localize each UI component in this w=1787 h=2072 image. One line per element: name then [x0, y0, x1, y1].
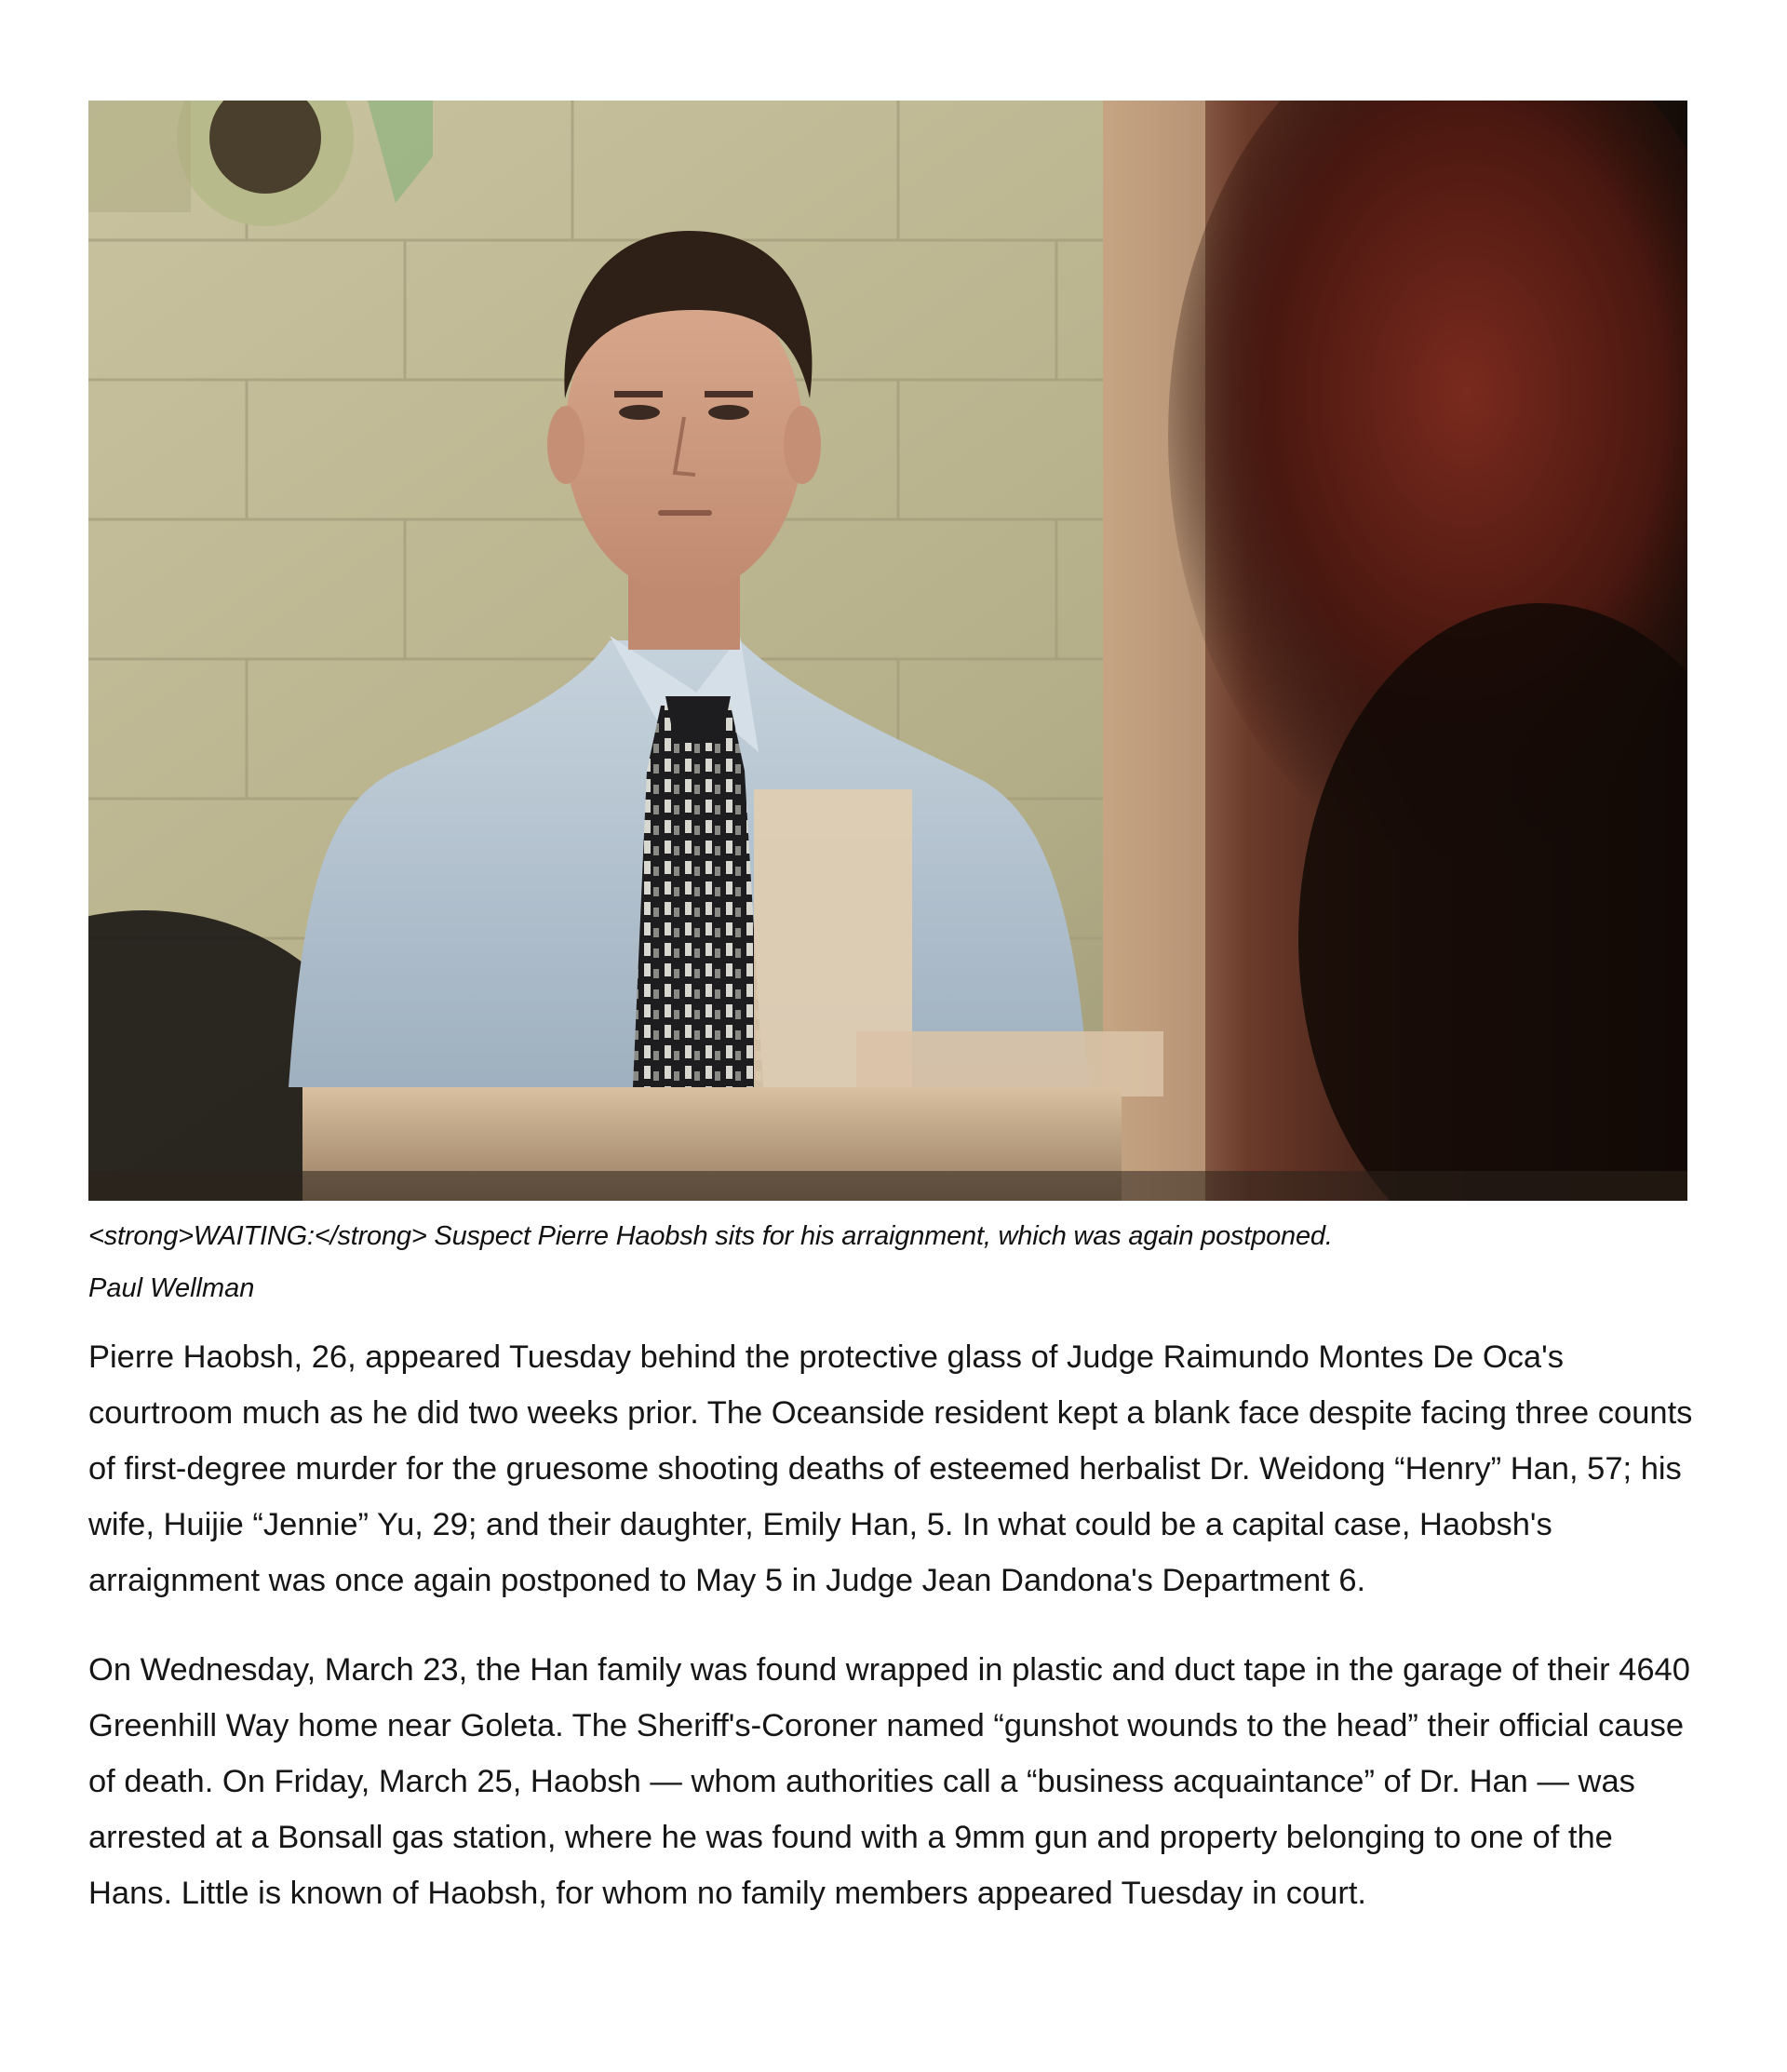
article-paragraph: On Wednesday, March 23, the Han family was found wrapped in plastic and duct tape in the garage of their 4640 Greenhill Way home near Goleta. The Sheriff's-Coroner named “gunshot wounds to the head” their official cause of death. On Friday, March 25, Haobsh — whom authorities call a “business acquaintance” of Dr. Han — was arrested at a Bonsall gas station, where he was found with a 9mm gun and property belonging to one of the Hans. Little is known of Haobsh, for whom no family members appeared Tuesday in court.: [88, 1652, 1690, 1911]
article-paragraph: Pierre Haobsh, 26, appeared Tuesday behind the protective glass of Judge Raimundo Montes De Oca's courtroom much as he did two weeks prior. The Oceanside resident kept a blank face despite facing three counts of first-degree murder for the gruesome shooting deaths of esteemed herbalist Dr. Weidong “Henry” Han, 57; his wife, Huijie “Jennie” Yu, 29; and their daughter, Emily Han, 5. In what could be a capital case, Haobsh's arraignment was once again postponed to May 5 in Judge Jean Dandona's Department 6.: [88, 1339, 1693, 1598]
article-photo: [88, 101, 1687, 1201]
photo-credit: Paul Wellman: [88, 1273, 255, 1303]
photo-caption: <strong>WAITING:</strong> Suspect Pierre Haobsh sits for his arraignment, which was again postponed.: [88, 1221, 1333, 1251]
article-body: [88, 1329, 1699, 1955]
photo-illustration: [88, 101, 1687, 1201]
